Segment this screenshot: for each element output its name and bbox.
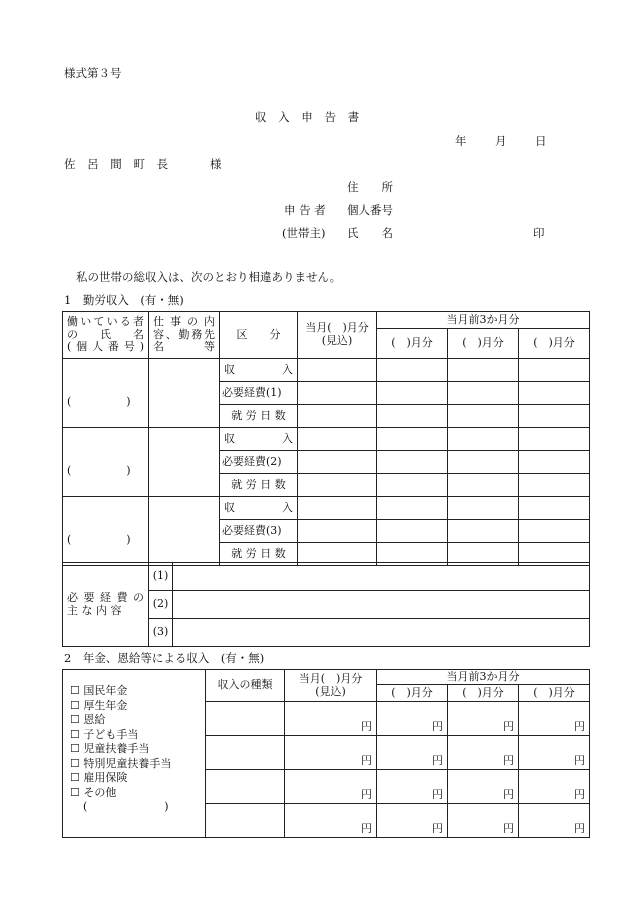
input-cell[interactable] [448, 474, 519, 497]
input-cell[interactable] [298, 497, 377, 520]
applicant-role: 申 告 者 [284, 203, 326, 217]
header-prev-3-months: 当月前3か月分 [377, 312, 590, 329]
header-person: 働いている者 の 氏 名 (個人番号) [63, 312, 149, 359]
document-title: 収 入 申 告 書 [255, 110, 364, 124]
checkbox-other[interactable]: ☐ その他 [70, 785, 117, 799]
header-month-2: ( )月分 [448, 685, 519, 702]
input-cell[interactable] [519, 497, 590, 520]
row-label: 収 入 [220, 359, 298, 382]
form-number: 様式第３号 [64, 66, 122, 80]
date-month: 月 [495, 134, 507, 148]
input-cell[interactable] [298, 405, 377, 428]
job-cell-1[interactable] [149, 359, 220, 428]
yen-cell[interactable]: 円 [519, 770, 590, 804]
yen-cell[interactable]: 円 [519, 736, 590, 770]
input-cell[interactable] [448, 520, 519, 543]
income-type-checklist [63, 670, 206, 838]
income-type-input[interactable] [206, 736, 285, 770]
expense-input[interactable] [173, 619, 590, 647]
input-cell[interactable] [377, 405, 448, 428]
expense-input[interactable] [173, 591, 590, 619]
other-specify-paren: ( ) [83, 800, 169, 813]
person-cell-3[interactable]: ( ) [63, 497, 149, 566]
seal-mark: 印 [533, 226, 545, 240]
yen-cell[interactable]: 円 [448, 736, 519, 770]
input-cell[interactable] [377, 428, 448, 451]
input-cell[interactable] [298, 520, 377, 543]
input-cell[interactable] [519, 520, 590, 543]
date-year: 年 [455, 134, 467, 148]
input-cell[interactable] [519, 451, 590, 474]
header-month-1: ( )月分 [377, 329, 448, 359]
yen-cell[interactable]: 円 [377, 736, 448, 770]
section2-heading: 2 年金、恩給等による収入 (有・無) [64, 651, 265, 665]
input-cell[interactable] [377, 520, 448, 543]
header-month-1: ( )月分 [377, 685, 448, 702]
input-cell[interactable] [377, 451, 448, 474]
row-label: 収 入 [220, 428, 298, 451]
person-cell-2[interactable]: ( ) [63, 428, 149, 497]
header-job: 仕事の内 容、勤務先 名 等 [149, 312, 220, 359]
yen-cell[interactable]: 円 [285, 770, 377, 804]
input-cell[interactable] [448, 359, 519, 382]
input-cell[interactable] [448, 382, 519, 405]
income-type-input[interactable] [206, 702, 285, 736]
input-cell[interactable] [298, 359, 377, 382]
input-cell[interactable] [448, 497, 519, 520]
job-cell-2[interactable] [149, 428, 220, 497]
yen-cell[interactable]: 円 [285, 702, 377, 736]
input-cell[interactable] [298, 451, 377, 474]
yen-cell[interactable]: 円 [448, 770, 519, 804]
input-cell[interactable] [298, 382, 377, 405]
address-label: 住 所 [347, 180, 393, 194]
checkbox-child-allowance[interactable]: ☐ 子ども手当 [70, 727, 139, 741]
row-label: 必要経費(3) [220, 520, 298, 543]
yen-cell[interactable]: 円 [448, 804, 519, 838]
household-head-label: (世帯主) [282, 226, 326, 240]
header-month-3: ( )月分 [519, 685, 590, 702]
income-type-input[interactable] [206, 770, 285, 804]
input-cell[interactable] [298, 428, 377, 451]
employment-income-table [62, 311, 590, 566]
recipient-suffix: 様 [210, 157, 222, 171]
input-cell[interactable] [448, 405, 519, 428]
date-day: 日 [535, 134, 547, 148]
yen-cell[interactable]: 円 [377, 804, 448, 838]
input-cell[interactable] [377, 382, 448, 405]
yen-cell[interactable]: 円 [377, 770, 448, 804]
row-label: 必要経費(2) [220, 451, 298, 474]
input-cell[interactable] [448, 451, 519, 474]
header-prev-3-months: 当月前3か月分 [377, 670, 590, 685]
expense-details-table [62, 562, 590, 647]
expense-label: 必 要 経 費 の 主 な 内 容 [63, 563, 149, 647]
section1-heading: 1 勤労収入 (有・無) [64, 293, 184, 307]
expense-item-number: (3) [149, 619, 173, 647]
income-type-input[interactable] [206, 804, 285, 838]
id-number-label: 個人番号 [347, 203, 393, 217]
name-label: 氏 名 [347, 226, 393, 240]
yen-cell[interactable]: 円 [448, 702, 519, 736]
yen-cell[interactable]: 円 [519, 804, 590, 838]
header-income-type: 収入の種類 [206, 670, 285, 702]
expense-item-number: (1) [149, 563, 173, 591]
header-month-2: ( )月分 [448, 329, 519, 359]
header-current-month: 当月( )月分 (見込) [298, 312, 377, 359]
person-cell-1[interactable]: ( ) [63, 359, 149, 428]
yen-cell[interactable]: 円 [285, 736, 377, 770]
expense-item-number: (2) [149, 591, 173, 619]
input-cell[interactable] [377, 474, 448, 497]
row-label: 就 労 日 数 [220, 474, 298, 497]
input-cell[interactable] [519, 428, 590, 451]
row-label: 必要経費(1) [220, 382, 298, 405]
job-cell-3[interactable] [149, 497, 220, 566]
declaration-text: 私の世帯の総収入は、次のとおり相違ありません。 [76, 270, 342, 284]
pension-income-table [62, 669, 590, 838]
input-cell[interactable] [298, 474, 377, 497]
yen-cell[interactable]: 円 [377, 702, 448, 736]
expense-input[interactable] [173, 563, 590, 591]
checkbox-onkyu[interactable]: ☐ 恩給 [70, 713, 106, 726]
header-current-month: 当月( )月分 (見込) [285, 670, 377, 702]
input-cell[interactable] [519, 359, 590, 382]
yen-cell[interactable]: 円 [285, 804, 377, 838]
checkbox-child-rearing-allowance[interactable]: ☐ 児童扶養手当 [70, 742, 150, 755]
header-category: 区 分 [220, 312, 298, 359]
recipient-name: 佐 呂 間 町 長 [64, 157, 173, 171]
yen-cell[interactable]: 円 [519, 702, 590, 736]
row-label: 就 労 日 数 [220, 405, 298, 428]
row-label: 就 労 日 数 [220, 543, 298, 566]
input-cell[interactable] [377, 359, 448, 382]
checkbox-employee-pension[interactable]: ☐ 厚生年金 [70, 698, 128, 712]
checkbox-employment-insurance[interactable]: ☐ 雇用保険 [70, 771, 128, 784]
input-cell[interactable] [377, 497, 448, 520]
row-label: 収 入 [220, 497, 298, 520]
header-month-3: ( )月分 [519, 329, 590, 359]
input-cell[interactable] [519, 474, 590, 497]
input-cell[interactable] [519, 405, 590, 428]
checkbox-special-child-allowance[interactable]: ☐ 特別児童扶養手当 [70, 756, 172, 770]
input-cell[interactable] [448, 428, 519, 451]
checkbox-national-pension[interactable]: ☐ 国民年金 [70, 684, 128, 697]
input-cell[interactable] [519, 382, 590, 405]
